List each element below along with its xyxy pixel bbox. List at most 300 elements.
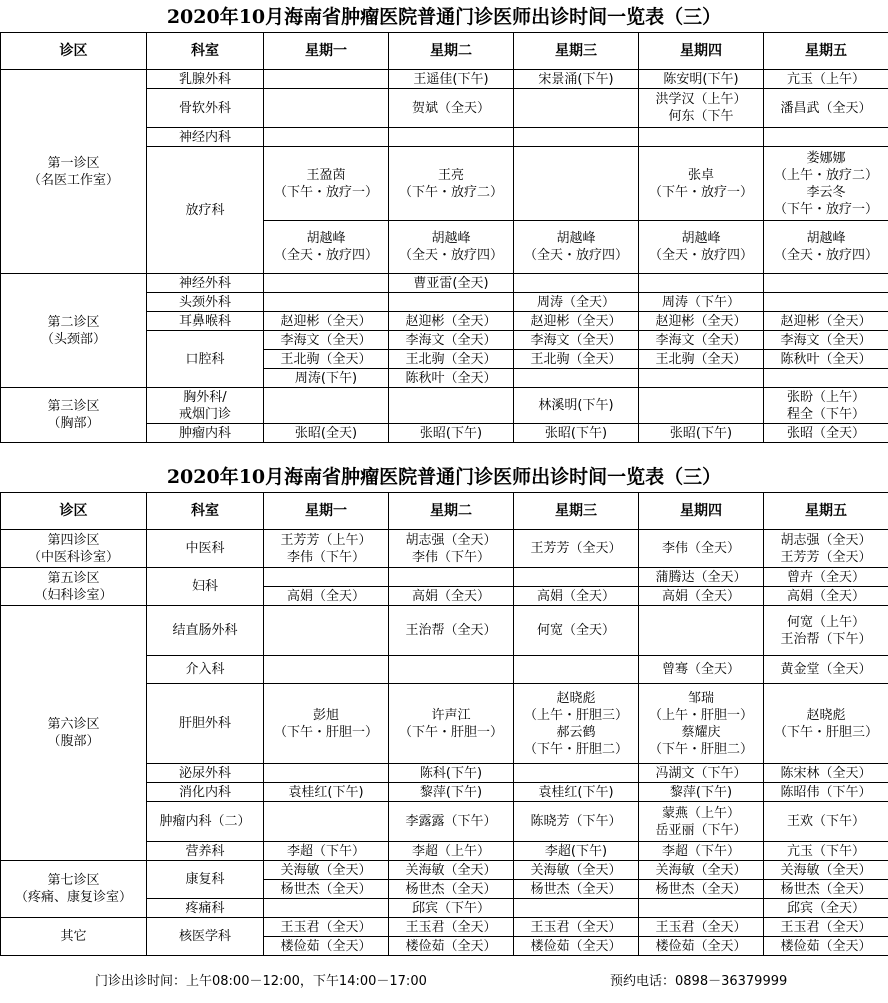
schedule-cell [639, 147, 764, 221]
schedule-cell [514, 587, 639, 606]
department-name: 泌尿外科 [178, 765, 231, 781]
doctor-entry: 杨世杰（全天） [780, 881, 872, 897]
department-name: 疼痛科 [185, 900, 225, 916]
doctor-entry: 胡越峰 [306, 231, 346, 246]
column-header: 星期三 [514, 493, 639, 530]
schedule-cell [514, 388, 639, 424]
zone-name: （头颈部） [40, 331, 106, 347]
doctor-entry: 楼俭茹（全天） [655, 938, 747, 954]
doctor-entry: 关海敏（全天） [280, 862, 372, 878]
doctor-entry: 张昭(下午) [544, 425, 608, 441]
schedule-cell [389, 350, 514, 369]
schedule-cell [514, 783, 639, 802]
department-name: 头颈外科 [178, 294, 231, 310]
department-cell [147, 331, 264, 388]
column-header: 诊区 [1, 493, 147, 530]
zone-cell [1, 861, 147, 918]
department-name: 肝胆外科 [178, 716, 231, 731]
column-header: 星期三 [514, 33, 639, 70]
doctor-entry: 邱宾（下午） [411, 900, 490, 916]
doctor-entry: 黎萍(下午) [669, 784, 733, 800]
department-cell [147, 128, 264, 147]
schedule-cell [639, 842, 764, 861]
zone-name: 第七诊区 [47, 873, 100, 888]
department-name: 乳腺外科 [178, 71, 231, 87]
department-cell [147, 388, 264, 424]
doctor-entry: 李云冬 [806, 184, 846, 200]
table-row [1, 274, 888, 293]
doctor-entry: 李超（下午） [286, 843, 365, 859]
schedule-cell [264, 937, 389, 956]
department-cell [147, 70, 264, 89]
schedule-cell [514, 221, 639, 274]
department-name: 肿瘤内科 [178, 425, 231, 441]
department-cell [147, 530, 264, 568]
schedule-cell [764, 842, 888, 861]
schedule-title-1: 2020年10月海南省肿瘤医院普通门诊医师出诊时间一览表（三） [166, 6, 722, 28]
department-name: 核医学科 [178, 929, 231, 944]
schedule-cell [639, 274, 764, 293]
doctor-entry: 楼俭茹（全天） [780, 938, 872, 954]
schedule-cell [514, 530, 639, 568]
schedule-cell [264, 568, 389, 587]
doctor-entry: 陈科(下午) [419, 765, 483, 781]
schedule-cell [639, 899, 764, 918]
doctor-entry: （下午・放疗一） [648, 184, 753, 200]
schedule-cell [514, 147, 639, 221]
schedule-title-2: 2020年10月海南省肿瘤医院普通门诊医师出诊时间一览表（三） [166, 466, 722, 488]
schedule-cell [514, 842, 639, 861]
department-cell [147, 89, 264, 128]
doctor-entry: （下午・肝胆二） [648, 741, 753, 757]
schedule-cell [389, 128, 514, 147]
doctor-entry: 胡志强（全天） [405, 532, 497, 548]
schedule-cell [764, 656, 888, 684]
schedule-cell [764, 918, 888, 937]
schedule-cell [764, 70, 888, 89]
schedule-cell [514, 350, 639, 369]
schedule-cell [389, 802, 514, 842]
department-cell [147, 842, 264, 861]
schedule-cell [389, 388, 514, 424]
zone-name: 其它 [60, 929, 87, 944]
doctor-entry: 王玉君（全天） [280, 919, 372, 935]
zone-name: （中医科诊室） [27, 549, 119, 565]
schedule-cell [639, 937, 764, 956]
table-row [1, 388, 888, 424]
doctor-entry: 王亮 [437, 167, 464, 183]
doctor-entry: 周涛（下午） [661, 294, 740, 310]
department-cell [147, 568, 264, 606]
schedule-cell [389, 606, 514, 656]
department-name: 耳鼻喉科 [178, 313, 231, 329]
department-name: 戒烟门诊 [178, 406, 231, 422]
zone-cell [1, 274, 147, 388]
schedule-table-2 [0, 492, 888, 956]
doctor-entry: 高娟（全天） [286, 588, 365, 604]
doctor-entry: 关海敏（全天） [655, 862, 747, 878]
schedule-cell [514, 918, 639, 937]
doctor-entry: 袁桂红(下午) [288, 784, 364, 800]
schedule-cell [264, 918, 389, 937]
department-name: 肿瘤内科（二） [159, 814, 251, 829]
doctor-entry: 张昭(下午) [419, 425, 483, 441]
doctor-entry: （下午・肝胆一） [398, 724, 503, 740]
schedule-cell [514, 606, 639, 656]
schedule-cell [764, 587, 888, 606]
schedule-cell [389, 656, 514, 684]
schedule-cell [264, 128, 389, 147]
doctor-entry: 杨世杰（全天） [405, 881, 497, 897]
doctor-entry: （下午・肝胆二） [523, 741, 628, 757]
column-header: 科室 [147, 33, 264, 70]
department-name: 神经内科 [178, 129, 231, 145]
department-cell [147, 147, 264, 274]
column-header: 星期一 [264, 33, 389, 70]
schedule-cell [389, 568, 514, 587]
department-name: 康复科 [185, 872, 225, 887]
doctor-entry: 张盼（上午） [786, 389, 865, 405]
doctor-entry: 王芳芳（全天） [530, 541, 622, 556]
doctor-entry: 亢玉（上午） [786, 71, 865, 87]
schedule-cell [264, 684, 389, 764]
schedule-cell [764, 764, 888, 783]
schedule-cell [264, 842, 389, 861]
schedule-cell [764, 802, 888, 842]
schedule-cell [514, 684, 639, 764]
zone-cell [1, 530, 147, 568]
doctor-entry: 邹瑞 [687, 690, 714, 706]
doctor-entry: 彭旭 [312, 707, 339, 723]
doctor-entry: 邱宾（全天） [786, 900, 865, 916]
schedule-cell [639, 312, 764, 331]
doctor-entry: 周涛（全天） [536, 294, 615, 310]
doctor-entry: 何宽（上午） [786, 614, 865, 630]
doctor-entry: （下午・肝胆三） [773, 724, 878, 740]
department-cell [147, 764, 264, 783]
zone-name: 第六诊区 [47, 717, 100, 732]
schedule-cell [389, 783, 514, 802]
doctor-entry: 何东（下午 [668, 109, 734, 124]
doctor-entry: 王北驹（全天） [655, 351, 747, 367]
zone-name: （胸部） [47, 416, 100, 431]
department-name: 妇科 [191, 579, 218, 594]
schedule-cell [514, 369, 639, 388]
doctor-entry: （上午・肝胆一） [648, 707, 753, 723]
doctor-entry: 李海文（全天） [530, 332, 622, 348]
schedule-cell [764, 128, 888, 147]
schedule-cell [764, 880, 888, 899]
schedule-cell [389, 70, 514, 89]
schedule-cell [639, 764, 764, 783]
schedule-cell [764, 783, 888, 802]
department-cell [147, 861, 264, 899]
doctor-entry: 程全（下午） [786, 406, 865, 422]
schedule-cell [639, 293, 764, 312]
schedule-cell [264, 350, 389, 369]
doctor-entry: 宋景涌(下午) [538, 71, 614, 87]
clinic-hours: 门诊出诊时间：上午08:00－12:00，下午14:00－17:00 [95, 974, 427, 989]
schedule-cell [764, 331, 888, 350]
schedule-cell [514, 899, 639, 918]
schedule-cell [389, 684, 514, 764]
doctor-entry: 洪学汉（上午） [655, 92, 747, 107]
doctor-entry: 张昭(下午) [669, 425, 733, 441]
doctor-entry: 陈秋叶（全天） [780, 351, 872, 367]
doctor-entry: 李超（上午） [411, 843, 490, 859]
doctor-entry: 娄娜娜 [806, 150, 846, 166]
doctor-entry: 曾卉（全天） [786, 569, 865, 585]
schedule-cell [639, 568, 764, 587]
doctor-entry: 蔡耀庆 [681, 724, 721, 740]
column-header: 星期四 [639, 33, 764, 70]
doctor-entry: 陈秋叶（全天） [405, 370, 497, 386]
doctor-entry: 王芳芳（上午） [280, 532, 372, 548]
doctor-entry: 楼俭茹（全天） [280, 938, 372, 954]
doctor-entry: 王北驹（全天） [530, 351, 622, 367]
department-cell [147, 424, 264, 443]
doctor-entry: 赵迎彬（全天） [280, 313, 372, 329]
schedule-cell [264, 802, 389, 842]
doctor-entry: 黎萍(下午) [419, 784, 483, 800]
schedule-cell [639, 587, 764, 606]
doctor-entry: 王盈茵 [306, 167, 346, 183]
doctor-entry: 蒲腾达（全天） [655, 569, 747, 585]
doctor-entry: 李海文（全天） [655, 332, 747, 348]
doctor-entry: 曹亚雷(全天) [413, 275, 489, 291]
department-cell [147, 606, 264, 656]
column-header: 星期五 [764, 33, 888, 70]
department-cell [147, 802, 264, 842]
doctor-entry: （全天・放疗四） [773, 248, 878, 263]
zone-name: 第二诊区 [47, 314, 100, 330]
schedule-cell [514, 331, 639, 350]
schedule-cell [639, 918, 764, 937]
doctor-entry: 赵迎彬（全天） [405, 313, 497, 329]
doctor-entry: 王治帮（全天） [405, 623, 497, 638]
department-name: 介入科 [185, 662, 225, 677]
table-row [1, 606, 888, 656]
schedule-cell [764, 606, 888, 656]
schedule-cell [389, 369, 514, 388]
schedule-cell [389, 221, 514, 274]
schedule-cell [514, 568, 639, 587]
schedule-cell [639, 606, 764, 656]
department-name: 胸外科/ [183, 389, 227, 405]
doctor-entry: 许声江 [431, 707, 471, 723]
doctor-entry: 亢玉（下午） [786, 843, 865, 859]
zone-name: 第一诊区 [47, 155, 100, 171]
doctor-entry: （下午・放疗一） [273, 184, 378, 200]
table-row [1, 530, 888, 568]
schedule-cell [764, 861, 888, 880]
zone-cell [1, 388, 147, 443]
schedule-cell [764, 221, 888, 274]
doctor-entry: 王玉君（全天） [655, 919, 747, 935]
schedule-cell [514, 293, 639, 312]
doctor-entry: 王北驹（全天） [280, 351, 372, 367]
table-row [1, 70, 888, 89]
schedule-cell [764, 568, 888, 587]
schedule-cell [639, 369, 764, 388]
schedule-cell [764, 274, 888, 293]
doctor-entry: 张卓 [687, 167, 714, 183]
doctor-entry: 黄金堂（全天） [780, 662, 872, 677]
doctor-entry: 岳亚丽（下午） [655, 822, 747, 838]
doctor-entry: 关海敏（全天） [530, 862, 622, 878]
doctor-entry: 赵晓彪 [806, 707, 846, 723]
schedule-cell [764, 937, 888, 956]
doctor-entry: 何宽（全天） [536, 623, 615, 638]
schedule-cell [264, 147, 389, 221]
department-name: 神经外科 [178, 275, 231, 291]
zone-name: （名医工作室） [27, 172, 119, 188]
header-row [1, 33, 888, 70]
doctor-entry: 李超（下午） [661, 843, 740, 859]
doctor-entry: 赵迎彬（全天） [780, 313, 872, 329]
doctor-entry: 袁桂红(下午) [538, 784, 614, 800]
doctor-entry: 冯湖文（下午） [655, 765, 747, 781]
schedule-cell [639, 331, 764, 350]
doctor-entry: 潘昌武（全天） [780, 100, 872, 116]
zone-cell [1, 606, 147, 861]
column-header: 星期五 [764, 493, 888, 530]
schedule-cell [389, 842, 514, 861]
department-name: 骨软外科 [178, 100, 231, 116]
schedule-cell [264, 783, 389, 802]
doctor-entry: 曾骞（全天） [661, 662, 740, 677]
department-cell [147, 918, 264, 956]
doctor-entry: 贺斌（全天） [411, 100, 490, 116]
doctor-entry: 张昭(全天) [294, 425, 358, 441]
schedule-cell [264, 764, 389, 783]
doctor-entry: 周涛(下午) [294, 370, 358, 386]
schedule-cell [389, 312, 514, 331]
schedule-cell [389, 587, 514, 606]
schedule-cell [639, 350, 764, 369]
schedule-cell [639, 656, 764, 684]
schedule-cell [389, 937, 514, 956]
schedule-cell [264, 89, 389, 128]
doctor-entry: （下午・肝胆一） [273, 724, 378, 740]
schedule-cell [264, 530, 389, 568]
doctor-entry: 杨世杰（全天） [280, 881, 372, 897]
doctor-entry: 李伟（全天） [661, 541, 740, 556]
department-cell [147, 312, 264, 331]
zone-name: 第五诊区 [47, 570, 100, 586]
doctor-entry: 高娟（全天） [411, 588, 490, 604]
doctor-entry: 王欢（下午） [786, 814, 865, 829]
schedule-cell [264, 424, 389, 443]
schedule-cell [389, 861, 514, 880]
doctor-entry: 赵晓彪 [556, 690, 596, 706]
department-name: 结直肠外科 [172, 623, 238, 638]
schedule-cell [264, 388, 389, 424]
column-header: 星期一 [264, 493, 389, 530]
schedule-cell [764, 89, 888, 128]
doctor-entry: 赵迎彬（全天） [655, 313, 747, 329]
department-cell [147, 783, 264, 802]
schedule-cell [389, 89, 514, 128]
doctor-entry: 王遥佳(下午) [413, 71, 489, 87]
column-header: 星期二 [389, 33, 514, 70]
schedule-cell [639, 70, 764, 89]
department-cell [147, 293, 264, 312]
schedule-cell [639, 89, 764, 128]
schedule-cell [514, 70, 639, 89]
doctor-entry: 李伟（下午） [411, 549, 490, 565]
column-header: 星期四 [639, 493, 764, 530]
doctor-entry: 陈晓芳（下午） [530, 814, 622, 829]
doctor-entry: 王治帮（下午） [780, 631, 872, 647]
schedule-cell [764, 684, 888, 764]
department-name: 中医科 [185, 541, 225, 556]
schedule-cell [764, 369, 888, 388]
department-name: 放疗科 [185, 202, 225, 218]
doctor-entry: 胡越峰 [556, 231, 596, 246]
schedule-cell [514, 312, 639, 331]
doctor-entry: （上午・放疗二） [773, 167, 878, 183]
schedule-cell [389, 918, 514, 937]
zone-cell [1, 918, 147, 956]
schedule-cell [764, 350, 888, 369]
schedule-cell [264, 221, 389, 274]
schedule-cell [764, 530, 888, 568]
schedule-cell [264, 656, 389, 684]
schedule-cell [264, 880, 389, 899]
schedule-cell [514, 424, 639, 443]
schedule-cell [514, 802, 639, 842]
schedule-cell [264, 312, 389, 331]
schedule-cell [389, 530, 514, 568]
schedule-cell [639, 530, 764, 568]
doctor-entry: 林溪明(下午) [538, 398, 614, 413]
schedule-cell [514, 656, 639, 684]
schedule-cell [264, 274, 389, 293]
doctor-entry: 李海文（全天） [280, 332, 372, 348]
schedule-cell [264, 587, 389, 606]
doctor-entry: 陈昭伟（下午） [780, 784, 872, 800]
zone-name: （妇科诊室） [34, 587, 113, 603]
doctor-entry: 胡志强（全天） [780, 532, 872, 548]
doctor-entry: （全天・放疗四） [523, 248, 628, 263]
appointment-phone: 预约电话：0898－36379999 [610, 974, 788, 989]
doctor-entry: 楼俭茹（全天） [530, 938, 622, 954]
doctor-entry: 杨世杰（全天） [655, 881, 747, 897]
zone-cell [1, 70, 147, 274]
doctor-entry: 胡越峰 [431, 231, 471, 246]
department-cell [147, 274, 264, 293]
schedule-cell [764, 147, 888, 221]
schedule-cell [764, 388, 888, 424]
zone-name: 第四诊区 [47, 532, 100, 548]
schedule-cell [264, 899, 389, 918]
schedule-cell [514, 89, 639, 128]
doctor-entry: （下午・放疗一） [773, 201, 878, 217]
schedule-table-1 [0, 32, 888, 443]
column-header: 诊区 [1, 33, 147, 70]
zone-cell [1, 568, 147, 606]
schedule-cell [264, 331, 389, 350]
department-name: 口腔科 [185, 351, 225, 367]
doctor-entry: 王玉君（全天） [530, 919, 622, 935]
schedule-cell [389, 274, 514, 293]
schedule-cell [389, 764, 514, 783]
zone-name: （疼痛、康复诊室） [14, 890, 132, 905]
doctor-entry: 陈安明(下午) [663, 71, 739, 87]
schedule-cell [764, 899, 888, 918]
schedule-cell [264, 861, 389, 880]
